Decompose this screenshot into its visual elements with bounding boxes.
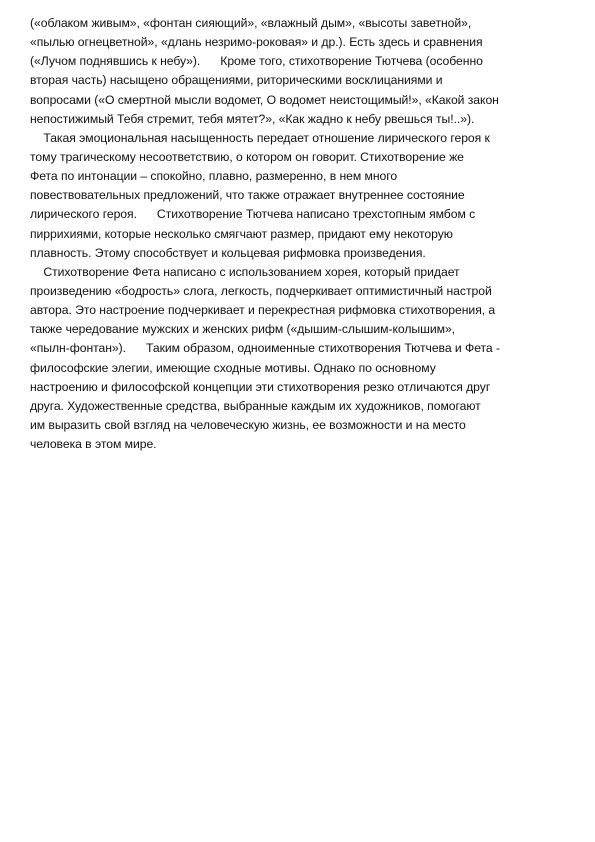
text-line: философские элегии, имеющие сходные мотивы. Однако по основному (30, 360, 436, 375)
text-line: человека в этом мире. (30, 437, 157, 452)
text-line: Стихотворение Фета написано с использованием хорея, который придает (30, 264, 460, 279)
text-line: повествовательных предложений, что также отражает внутреннее состояние (30, 188, 465, 203)
text-line: вторая часть) насыщено обращениями, риторическими восклицаниями и (30, 73, 443, 88)
text-line: непостижимый Тебя стремит, тебя мятет?», «Как жадно к небу рвешься ты!..»). (30, 111, 475, 126)
body-text (30, 14, 570, 454)
text-line: Такая эмоциональная насыщенность передает отношение лирического героя к (30, 130, 490, 145)
text-line: «пылью огнецветной», «длань незримо-роковая» и др.). Есть здесь и сравнения (30, 35, 483, 50)
text-line: настроению и философской концепции эти стихотворения резко отличаются друг (30, 379, 491, 394)
text-line: друга. Художественные средства, выбранные каждым их художников, помогают (30, 398, 481, 413)
text-line: Фета по интонации – спокойно, плавно, размеренно, в нем много (30, 169, 398, 184)
text-line: тому трагическому несоответствию, о котором он говорит. Стихотворение же (30, 149, 464, 164)
text-line: плавность. Этому способствует и кольцевая рифмовка произведения. (30, 245, 426, 260)
text-line: произведению «бодрость» слога, легкость, подчеркивает оптимистичный настрой (30, 283, 492, 298)
text-line: («облаком живым», «фонтан сияющий», «влажный дым», «высоты заветной», (30, 16, 472, 30)
text-line: лирического героя. Стихотворение Тютчева написано трехстопным ямбом с (30, 207, 476, 222)
text-line: также чередование мужских и женских рифм («дышим-слышим-колышим», (30, 322, 456, 337)
text-line: пиррихиями, которые несколько смягчают размер, придают ему некоторую (30, 226, 453, 241)
text-line: автора. Это настроение подчеркивает и перекрестная рифмовка стихотворения, а (30, 303, 496, 318)
text-line: («Лучом поднявшись к небу»). Кроме того, стихотворение Тютчева (особенно (30, 54, 483, 69)
text-line: вопросами («О смертной мысли водомет, О водомет неистощимый!», «Какой закон (30, 92, 499, 107)
text-line: им выразить свой взгляд на человеческую жизнь, ее возможности и на место (30, 417, 466, 432)
text-line: «пылн-фонтан»). Таким образом, одноименные стихотворения Тютчева и Фета - (30, 341, 501, 356)
